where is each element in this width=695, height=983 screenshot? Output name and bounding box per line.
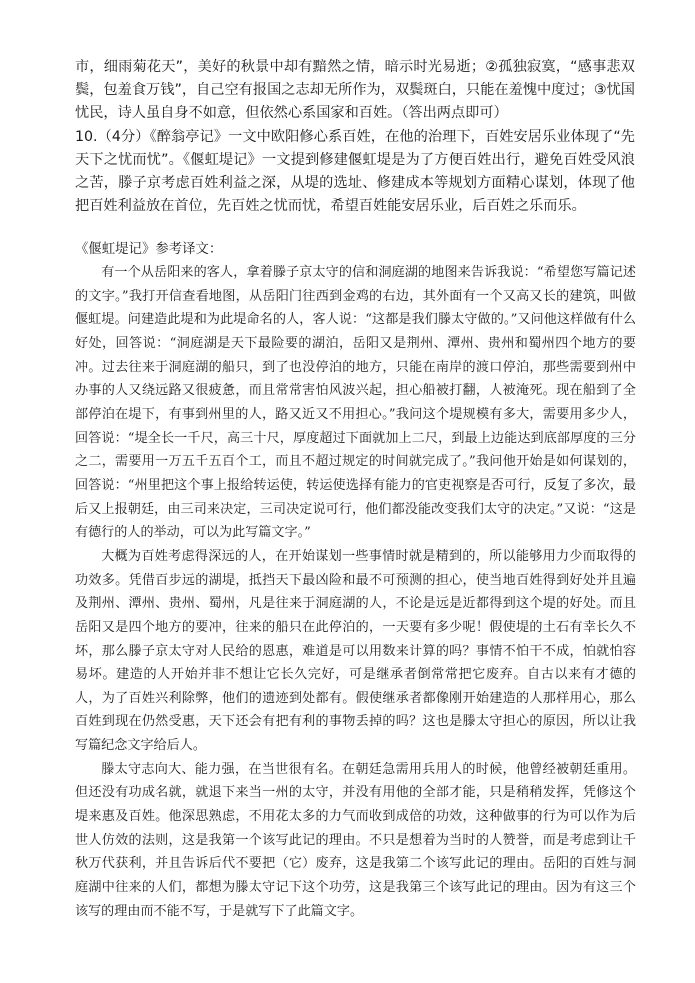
translation-paragraph: 有一个从岳阳来的客人，拿着滕子京太守的信和洞庭湖的地图来告诉我说：“希望您写篇记述的文字。”我打开信查看地图，从岳阳门往西到金鸡的右边，其外面有一个又高又长的建筑，叫做偃虹堤。问建造此堤和为此堤命名的人，客人说：“这都是我们滕太守做的。”又问他这样做有什么好处，回答说：“洞庭湖是天下最险要的湖泊，岳阳又是荆州、潭州、贵州和蜀州四个地方的要冲。过去往来于洞庭湖的船只，到了也没停泊的地方，只能在南岸的渡口停泊，那些需要到州中办事的人又绕远路又很疲惫，而且常常害怕风波兴起，担心船被打翻，人被淹死。现在船到了全部停泊在堤下，有事到州里的人，路又近又不用担心。”我问这个堤规模有多大，需要用多少人，回答说：“堤全长一千尺，高三十尺，厚度超过下面就加上二尺，到最上边能达到底部厚度的三分之二，需要用一万五千五百个工，而且不超过规定的时间就完成了。”我问他开始是如何谋划的，回答说：“州里把这个事上报给转运使，转运使选择有能力的官吏视察是否可行，反复了多次，最后又上报朝廷，由三司来决定，三司决定说可行，他们都没能改变我们太守的决定。”又说：“这是有德行的人的举动，可以为此写篇文字。” bbox=[75, 265, 636, 541]
translation-paragraph: 大概为百姓考虑得深远的人，在开始谋划一些事情时就是精到的，所以能够用力少而取得的功效多。凭借百步远的湖堤，抵挡天下最凶险和最不可预测的担心，使当地百姓得到好处并且遍及荆州、潭州、贵州、蜀州，凡是往来于洞庭湖的人，不论是远是近都得到这个堤的好处。而且岳阳又是四个地方的要冲，往来的船只在此停泊的，一天要有多少呢！假使堤的土石有幸长久不坏，那么滕子京太守对人民给的恩惠，难道是可以用数来计算的吗？事情不怕干不成，怕就怕容易坏。建造的人开始并非不想让它长久完好，可是继承者倒常常把它废弃。自古以来有才德的人，为了百姓兴利除弊，他们的遗迹到处都有。假使继承者都像刚开始建造的人那样用心，那么百姓到现在仍然受惠，天下还会有把有利的事物丢掉的吗？这也是滕太守担心的原因，所以让我写篇纪念文字给后人。 bbox=[75, 548, 636, 754]
translation-title: 《偃虹堤记》参考译文： bbox=[75, 242, 223, 257]
answer-section bbox=[75, 56, 635, 218]
translation-body bbox=[75, 261, 636, 923]
answer-10: 10.（4分）《醉翁亭记》一文中欧阳修心系百姓，在他的治理下，百姓安居乐业体现了“先天下之忧而忧”。《偃虹堤记》一文提到修建偃虹堤是为了方便百姓出行，避免百姓受风浪之苦，滕子京考虑百姓利益之深，从堤的选址、修建成本等规划方面精心谋划，体现了他把百姓利益放在首位，先百姓之忧而忧，希望百姓能安居乐业，后百姓之乐而乐。 bbox=[75, 128, 635, 215]
answer-9-continuation: 市，细雨菊花天”，美好的秋景中却有黯然之情，暗示时光易逝；②孤独寂寞，“感事悲双鬓，包羞食万钱”，自己空有报国之志却无所作为，双鬓斑白，只能在羞愧中度过；③忧国忧民，诗人虽自身不如意，但依然心系国家和百姓。（答出两点即可） bbox=[75, 59, 635, 122]
translation-paragraph: 滕太守志向大、能力强，在当世很有名。在朝廷急需用兵用人的时候，他曾经被朝廷重用。但还没有功成名就，就退下来当一州的太守，并没有用他的全部才能，只是稍稍发挥，凭修这个堤来惠及百姓。他深思熟虑，不用花太多的力气而收到成倍的功效，这种做事的行为可以作为后世人仿效的法则，这是我第一个该写此记的理由。不只是想着为当时的人赞誉，而是考虑到让千秋万代获利，并且告诉后代不要把（它）废弃，这是我第二个该写此记的理由。岳阳的百姓与洞庭湖中往来的人们，都想为滕太守记下这个功劳，这是我第三个该写此记的理由。因为有这三个该写的理由而不能不写，于是就写下了此篇文字。 bbox=[75, 761, 636, 919]
